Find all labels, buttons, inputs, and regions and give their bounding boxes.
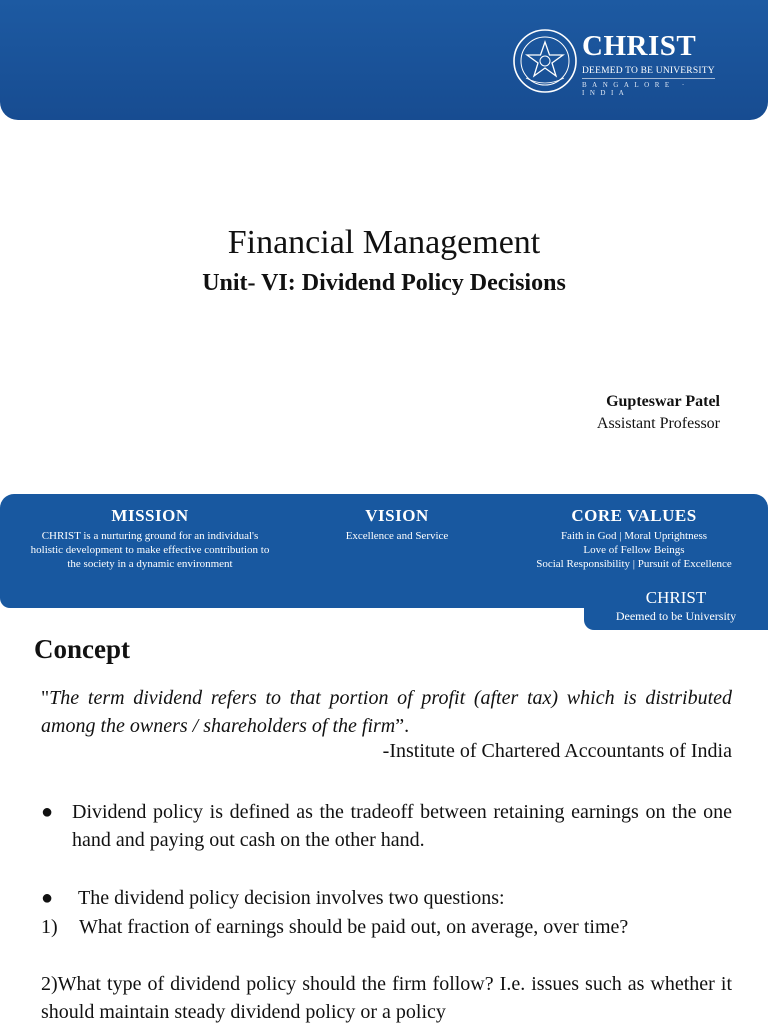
- list-item: [41, 970, 732, 1026]
- vision-column: [322, 506, 472, 543]
- quote-attribution: -Institute of Chartered Accountants of India: [382, 740, 732, 762]
- core-values-column: [508, 506, 760, 571]
- bullet-text: The dividend policy decision involves two questions:: [78, 887, 505, 909]
- core-values-line: Faith in God | Moral Uprightness: [560, 530, 708, 542]
- university-logo: [512, 28, 722, 98]
- mission-heading: MISSION: [111, 506, 189, 525]
- mission-line: holistic development to make effective contribution to: [30, 544, 270, 556]
- question-text: What type of dividend policy should the firm follow? I.e. issues such as whether it should maintain steady dividend policy or a policy: [41, 973, 732, 1023]
- page-subtitle: Unit- VI: Dividend Policy Decisions: [202, 270, 566, 296]
- header-banner: [0, 0, 768, 120]
- quote-text: The term dividend refers to that portion of profit (after tax) which is distributed among the owners / shareholders of the firm: [41, 687, 732, 737]
- core-values-line: Social Responsibility | Pursuit of Excellence: [536, 558, 732, 570]
- bullet-icon: ●: [41, 801, 54, 823]
- author-role: Assistant Professor: [596, 415, 720, 432]
- mission-column: [6, 506, 294, 571]
- university-seal-icon: [512, 28, 578, 94]
- brand-location: BANGALORE · INDIA: [582, 81, 690, 97]
- quote-open: ": [41, 687, 50, 709]
- page-title: Financial Management: [227, 224, 541, 261]
- mission-line: the society in a dynamic environment: [67, 558, 233, 570]
- vision-heading: VISION: [365, 506, 429, 525]
- question-text: What fraction of earnings should be paid out, on average, over time?: [79, 916, 629, 938]
- concept-heading: Concept: [34, 634, 130, 664]
- bullet-icon: ●: [41, 887, 54, 909]
- quote-close: ”.: [395, 715, 410, 737]
- question-number: 2): [41, 973, 58, 995]
- definition-quote: [41, 684, 732, 740]
- tab-subtitle: Deemed to be University: [615, 609, 737, 623]
- vision-line: Excellence and Service: [345, 530, 449, 542]
- list-item: [41, 798, 732, 858]
- mission-line: CHRIST is a nurturing ground for an individual's: [41, 530, 259, 542]
- author-name: Gupteswar Patel: [606, 393, 720, 410]
- bullet-text: Dividend policy is defined as the tradeoff between retaining earnings on the one hand and paying out cash on the other hand.: [72, 801, 732, 851]
- tab-title: CHRIST: [645, 588, 707, 607]
- question-number: 1): [41, 916, 58, 938]
- list-item: [41, 884, 732, 914]
- brand-name: CHRIST: [582, 30, 697, 62]
- university-tab: [584, 584, 768, 630]
- brand-subtitle: DEEMED TO BE UNIVERSITY: [582, 66, 715, 79]
- core-values-line: Love of Fellow Beings: [583, 544, 685, 556]
- core-values-heading: CORE VALUES: [571, 506, 697, 525]
